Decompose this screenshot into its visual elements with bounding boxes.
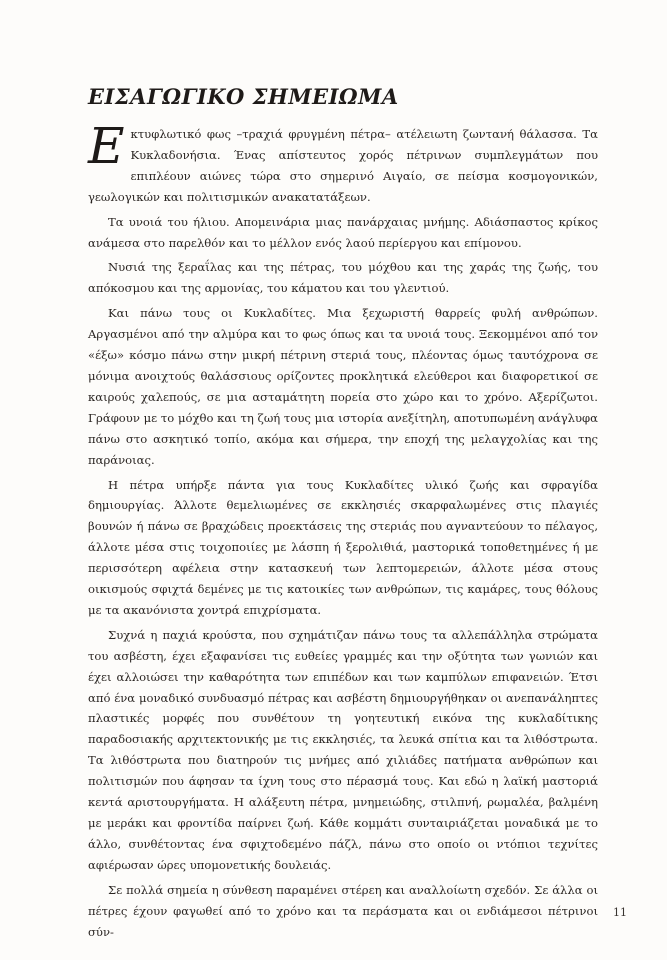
paragraph-5: Η πέτρα υπήρξε πάντα για τους Κυκλαδίτες υλικό ζωής και σφραγίδα δημιουργίας. Άλλοτε θεμελιωμένες σε εκκλησιές σκαρφαλωμένες στις πλαγιές βουνών ή πάνω σε βραχώδεις προεκτάσεις της στεριάς που αγναντεύουν το πέλαγος, άλλοτε μέσα στις τοιχοποιίες με λάσπη ή ξερολιθιά, μαστορικά τοποθετημένες ή με περισσότερη αφέλεια στην κατασκευή των λεπτομερειών, άλλοτε μέσα στους οικισμούς σφιχτά δεμένες με τις κατοικίες των ανθρώπων, τις καμάρες, τους θόλους με τα ακανόνιστα χοντρά επιχρίσματα. bbox=[88, 477, 598, 617]
paragraph-6: Συχνά η παχιά κρούστα, που σχημάτιζαν πάνω τους τα αλλεπάλληλα στρώματα του ασβέστη, έχει εξαφανίσει τις ευθείες γραμμές και την οξύτητα των γωνιών και έχει αλλοιώσει την καθαρότητα των επιπέδων και των καμπύλων επιφανειών. Έτσι από ένα μοναδικό συνδυασμό πέτρας και ασβέστη δημιουργήθηκαν οι ανεπανάληπτες πλαστικές μορφές που συνθέτουν τη γοητευτική εικόνα της κυκλαδίτικης παραδοσιακής αρχιτεκτονικής με τις εκκλησιές, τα λευκά σπίτια και τα λιθόστρωτα. Τα λιθόστρωτα που διατηρούν τις μνήμες από χιλιάδες πατήματα ανθρώπων και πολιτισμών που άφησαν τα ίχνη τους στο πέρασμά τους. Και εδώ η λαϊκή μαστοριά κεντά αριστουργήματα. Η αλάξευτη πέτρα, μνημειώδης, στιλπνή, ρωμαλέα, βαλμένη με μεράκι και φροντίδα παίρνει ζωή. Κάθε κομμάτι συνταιριάζεται μοναδικά με το άλλο, συνθέτοντας ένα σφιχτοδεμένο πάζλ, πάνω στο οποίο οι ντόπιοι τεχνίτες αφιέρωσαν ώρες υπομονετικής δουλειάς. bbox=[88, 627, 598, 872]
paragraph-3: Νυσιά της ξεραΐλας και της πέτρας, του μόχθου και της χαράς της ζωής, του απόκοσμου και της αρμονίας, του κάματου και του γλεντιού. bbox=[88, 260, 598, 296]
paragraph-1-text: κτυφλωτικό φως –τραχιά φρυγμένη πέτρα– ατέλειωτη ζωντανή θάλασσα. Τα Κυκλαδονήσια. Ένας απίστευτος χορός πέτρινων συμπλεγμάτων που επιπλέουν αιώνες τώρα στο σημερινό Αιγαίο, σε πείσμα κοσμογονικών, γεωλογικών και πολιτισμικών ανακατατάξεων. bbox=[88, 127, 598, 204]
page-number: 11 bbox=[613, 906, 627, 919]
paragraph-7: Σε πολλά σημεία η σύνθεση παραμένει στέρεη και αναλλοίωτη σχεδόν. Σε άλλα οι πέτρες έχουν φαγωθεί από το χρόνο και τα περάσματα και οι ενδιάμεσοι πέτρινοι σύν- bbox=[88, 882, 598, 939]
paragraph-4: Και πάνω τους οι Κυκλαδίτες. Μια ξεχωριστή θαρρείς φυλή ανθρώπων. Αργασμένοι από την αλμύρα και το φως όπως και τα υνοιά τους. Ξεκομμένοι από τον «έξω» κόσμο πάνω στην μικρή πέτρινη στεριά τους, πλέοντας όμως ταυτόχρονα σε μόνιμα ανοιχτούς θαλάσσιους ορίζοντες προκλητικά ελεύθεροι και διαφορετικοί σε καιρούς χαλεπούς, σε μια ασταμάτητη πορεία στο χώρο και το χρόνο. Αξερίζωτοι. Γράφουν με το μόχθο και τη ζωή τους μια ιστορία ανεξίτηλη, αποτυπωμένη ανάγλυφα πάνω στο ασκητικό τοπίο, ακόμα και σήμερα, την εποχή της μελαγχολίας και της παράνοιας. bbox=[88, 306, 598, 467]
paragraph-1 bbox=[88, 117, 598, 208]
page-title: ΕΙΣΑΓΩΓΙΚΟ ΣΗΜΕΙΩΜΑ bbox=[88, 84, 399, 109]
paragraph-2: Τα υνοιά του ήλιου. Απομεινάρια μιας πανάρχαιας μνήμης. Αδιάσπαστος κρίκος ανάμεσα στο παρελθόν και το μέλλον ενός λαού περίεργου και επίμονου. bbox=[88, 214, 598, 250]
body-text bbox=[88, 117, 598, 946]
drop-cap: Ε bbox=[88, 117, 125, 175]
